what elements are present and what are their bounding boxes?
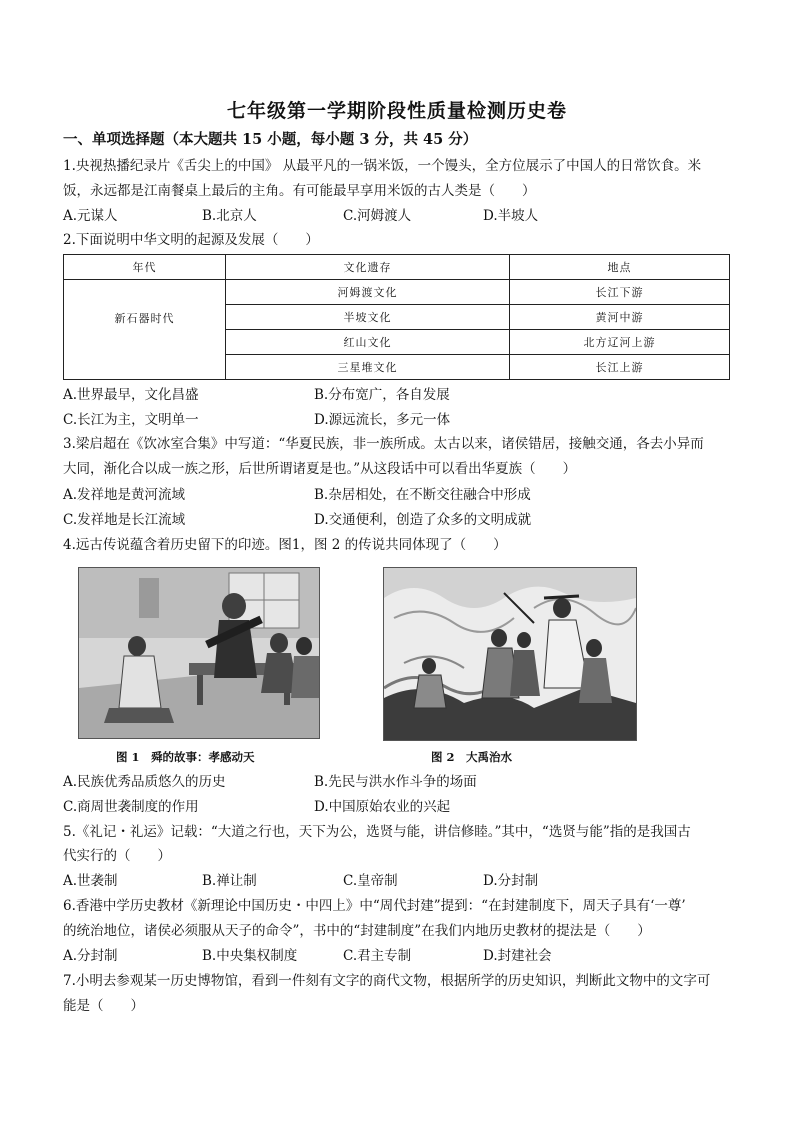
question-4-option-b[interactable]: B.先民与洪水作斗争的场面 xyxy=(314,774,477,790)
question-3-option-d[interactable]: D.交通便利，创造了众多的文明成就 xyxy=(314,512,532,528)
question-4-option-a[interactable]: A.民族优秀品质悠久的历史 xyxy=(63,774,226,790)
question-2-option-c[interactable]: C.长江为主，文明单一 xyxy=(63,412,199,428)
table-cell-location: 黄河中游 xyxy=(510,305,730,330)
figure-2-image xyxy=(383,567,637,741)
question-6-stem-line1: 6.香港中学历史教材《新理论中国历史・中四上》中“周代封建”提到：“在封建制度下，周天子具有‘一尊’ xyxy=(63,898,686,914)
question-7-stem-line2: 能是（ ） xyxy=(63,998,144,1014)
table-cell-culture: 红山文化 xyxy=(226,330,510,355)
question-1-option-b[interactable]: B.北京人 xyxy=(202,208,257,224)
question-4-stem: 4.远古传说蕴含着历史留下的印迹。图1，图 2 的传说共同体现了（ ） xyxy=(63,537,507,553)
section-heading: 一、单项选择题（本大题共 15 小题，每小题 3 分，共 45 分） xyxy=(63,131,478,148)
table-header-culture: 文化遗存 xyxy=(226,255,510,280)
question-2-option-a[interactable]: A.世界最早，文化昌盛 xyxy=(63,387,199,403)
question-5-option-a[interactable]: A.世袭制 xyxy=(63,873,118,889)
question-4-option-d[interactable]: D.中国原始农业的兴起 xyxy=(314,799,451,815)
question-5-stem-line1: 5.《礼记・礼运》记载：“大道之行也，天下为公，选贤与能，讲信修睦。”其中，“选贤与能”指的是我国古 xyxy=(63,824,691,840)
question-5-stem-line2: 代实行的（ ） xyxy=(63,848,171,864)
table-cell-location: 长江下游 xyxy=(510,280,730,305)
table-cell-location: 北方辽河上游 xyxy=(510,330,730,355)
table-cell-culture: 三星堆文化 xyxy=(226,355,510,380)
table-header-location: 地点 xyxy=(510,255,730,280)
figure-1-caption: 图 1 舜的故事：孝感动天 xyxy=(116,750,255,764)
question-6-option-d[interactable]: D.封建社会 xyxy=(483,948,552,964)
table-cell-era: 新石器时代 xyxy=(64,280,226,380)
table-header-era: 年代 xyxy=(64,255,226,280)
table-cell-culture: 半坡文化 xyxy=(226,305,510,330)
civilization-table xyxy=(63,254,730,380)
table-cell-location: 长江上游 xyxy=(510,355,730,380)
question-1-option-a[interactable]: A.元谋人 xyxy=(63,208,118,224)
question-1-option-d[interactable]: D.半坡人 xyxy=(483,208,539,224)
page-title: 七年级第一学期阶段性质量检测历史卷 xyxy=(226,100,567,122)
figure-1-image xyxy=(78,567,320,739)
question-3-option-b[interactable]: B.杂居相处，在不断交往融合中形成 xyxy=(314,487,531,503)
question-3-option-a[interactable]: A.发祥地是黄河流域 xyxy=(63,487,186,503)
question-2-option-d[interactable]: D.源远流长，多元一体 xyxy=(314,412,451,428)
figure-1-illustration xyxy=(79,568,319,738)
question-3-stem-line2: 大同，渐化合以成一族之形，后世所谓诸夏是也。”从这段话中可以看出华夏族（ ） xyxy=(63,461,577,477)
question-1-option-c[interactable]: C.河姆渡人 xyxy=(343,208,412,224)
question-6-option-b[interactable]: B.中央集权制度 xyxy=(202,948,298,964)
figure-2-illustration xyxy=(384,568,636,740)
question-5-option-d[interactable]: D.分封制 xyxy=(483,873,539,889)
question-2-option-b[interactable]: B.分布宽广，各自发展 xyxy=(314,387,450,403)
figure-2-caption: 图 2 大禹治水 xyxy=(431,750,513,764)
question-5-option-c[interactable]: C.皇帝制 xyxy=(343,873,398,889)
question-1-stem-line2: 饭，永远都是江南餐桌上最后的主角。有可能最早享用米饭的古人类是（ ） xyxy=(63,183,536,199)
question-6-option-c[interactable]: C.君主专制 xyxy=(343,948,412,964)
question-1-stem-line1: 1.央视热播纪录片《舌尖上的中国》 从最平凡的一锅米饭，一个馒头，全方位展示了中国人的日常饮食。米 xyxy=(63,158,702,174)
table-row xyxy=(64,280,730,305)
question-3-option-c[interactable]: C.发祥地是长江流域 xyxy=(63,512,186,528)
question-5-option-b[interactable]: B.禅让制 xyxy=(202,873,257,889)
question-6-option-a[interactable]: A.分封制 xyxy=(63,948,118,964)
question-2-stem: 2.下面说明中华文明的起源及发展（ ） xyxy=(63,232,319,248)
table-cell-culture: 河姆渡文化 xyxy=(226,280,510,305)
question-6-stem-line2: 的统治地位，诸侯必须服从天子的命令”，书中的“封建制度”在我们内地历史教材的提法是（ ） xyxy=(63,923,651,939)
question-7-stem-line1: 7.小明去参观某一历史博物馆，看到一件刻有文字的商代文物，根据所学的历史知识，判断此文物中的文字可 xyxy=(63,973,711,989)
question-4-option-c[interactable]: C.商周世袭制度的作用 xyxy=(63,799,199,815)
question-3-stem-line1: 3.梁启超在《饮冰室合集》中写道：“华夏民族，非一族所成。太古以来，诸侯错居，接触交通，各去小异而 xyxy=(63,436,704,452)
